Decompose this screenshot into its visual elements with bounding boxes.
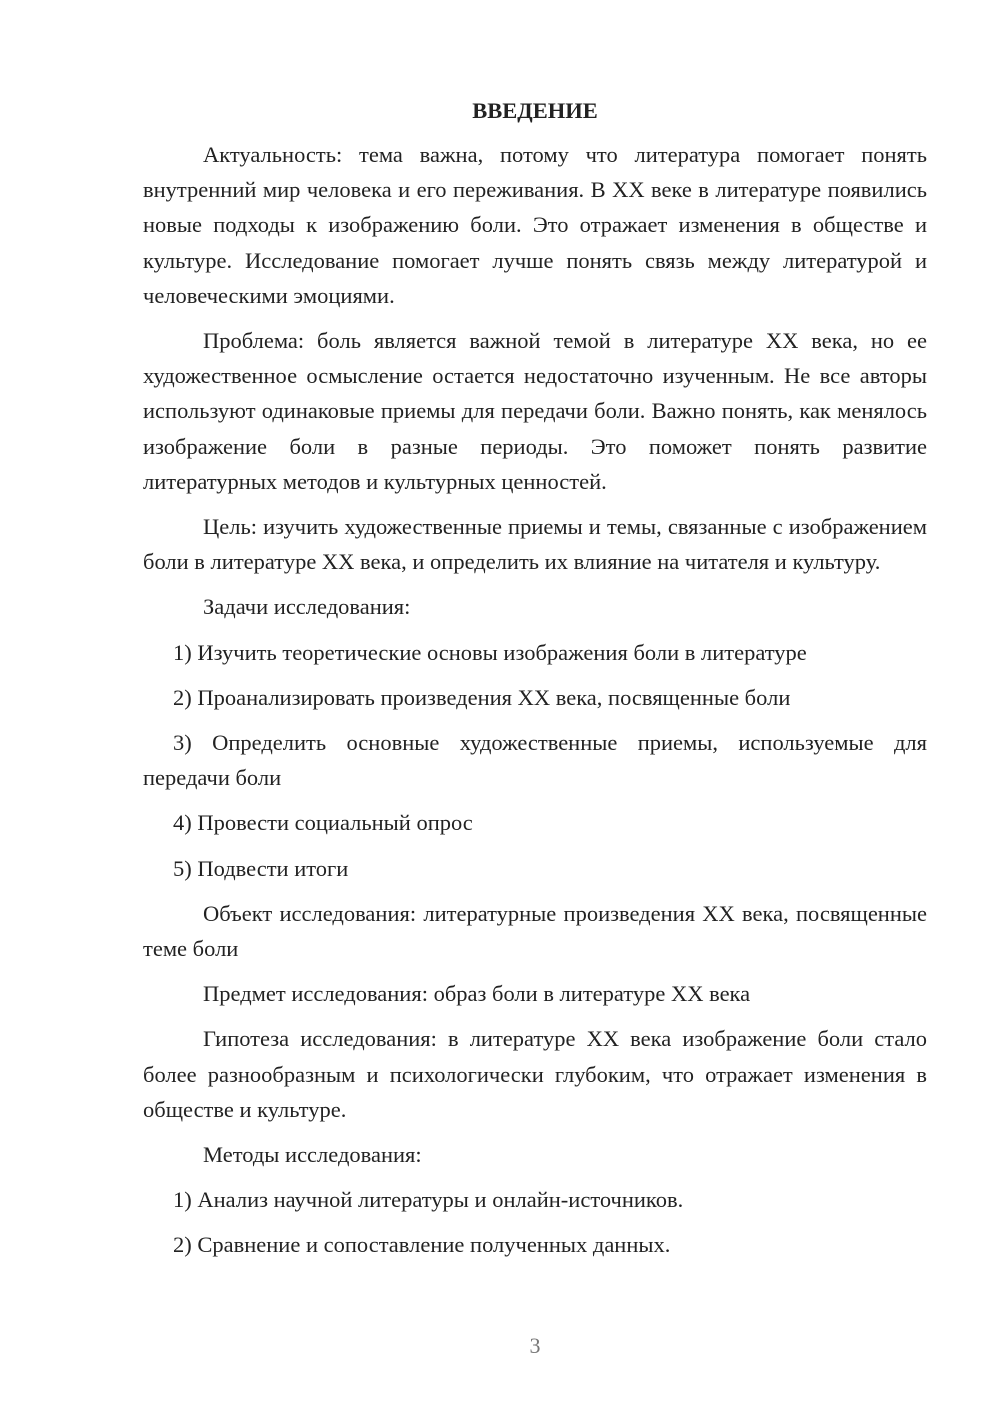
page-number: 3 (529, 1333, 541, 1358)
relevance-paragraph: Актуальность: тема важна, потому что литература помогает понять внутренний мир человека и его переживания. В XX веке в литературе появились новые подходы к изображению боли. Это отражает изменения в обществе и культуре. Исследование помогает лучше понять связь между литературой и человеческими эмоциями. (143, 142, 927, 308)
method-item-1: 1) Анализ научной литературы и онлайн-источников. (173, 1187, 684, 1213)
subject-paragraph: Предмет исследования: образ боли в литературе XX века (203, 981, 751, 1007)
method-item-2: 2) Сравнение и сопоставление полученных данных. (173, 1232, 671, 1258)
task-item-5: 5) Подвести итоги (173, 855, 349, 881)
object-paragraph: Объект исследования: литературные произведения XX века, посвященные теме боли (143, 900, 927, 962)
page-title: ВВЕДЕНИЕ (472, 98, 598, 123)
task-item-1: 1) Изучить теоретические основы изображения боли в литературе (173, 639, 807, 665)
hypothesis-paragraph: Гипотеза исследования: в литературе XX века изображение боли стало более разнообразным и психологически глубоким, что отражает изменения в обществе и культуре. (143, 1026, 927, 1122)
task-item-2: 2) Проанализировать произведения XX века, посвященные боли (173, 684, 791, 710)
goal-paragraph: Цель: изучить художественные приемы и темы, связанные с изображением боли в литературе XX века, и определить их влияние на читателя и культуру. (143, 514, 927, 575)
task-item-3: 3) Определить основные художественные приемы, используемые для передачи боли (143, 730, 927, 791)
task-item-4: 4) Провести социальный опрос (173, 810, 473, 836)
methods-heading: Методы исследования: (203, 1142, 422, 1168)
problem-paragraph: Проблема: боль является важной темой в литературе XX века, но ее художественное осмысление остается недостаточно изученным. Не все авторы используют одинаковые приемы для передачи боли. Важно понять, как менялось изображение боли в разные периоды. Это поможет понять развитие литературных методов и культурных ценностей. (143, 328, 927, 494)
tasks-heading: Задачи исследования: (203, 594, 411, 620)
document-page (143, 95, 927, 1273)
